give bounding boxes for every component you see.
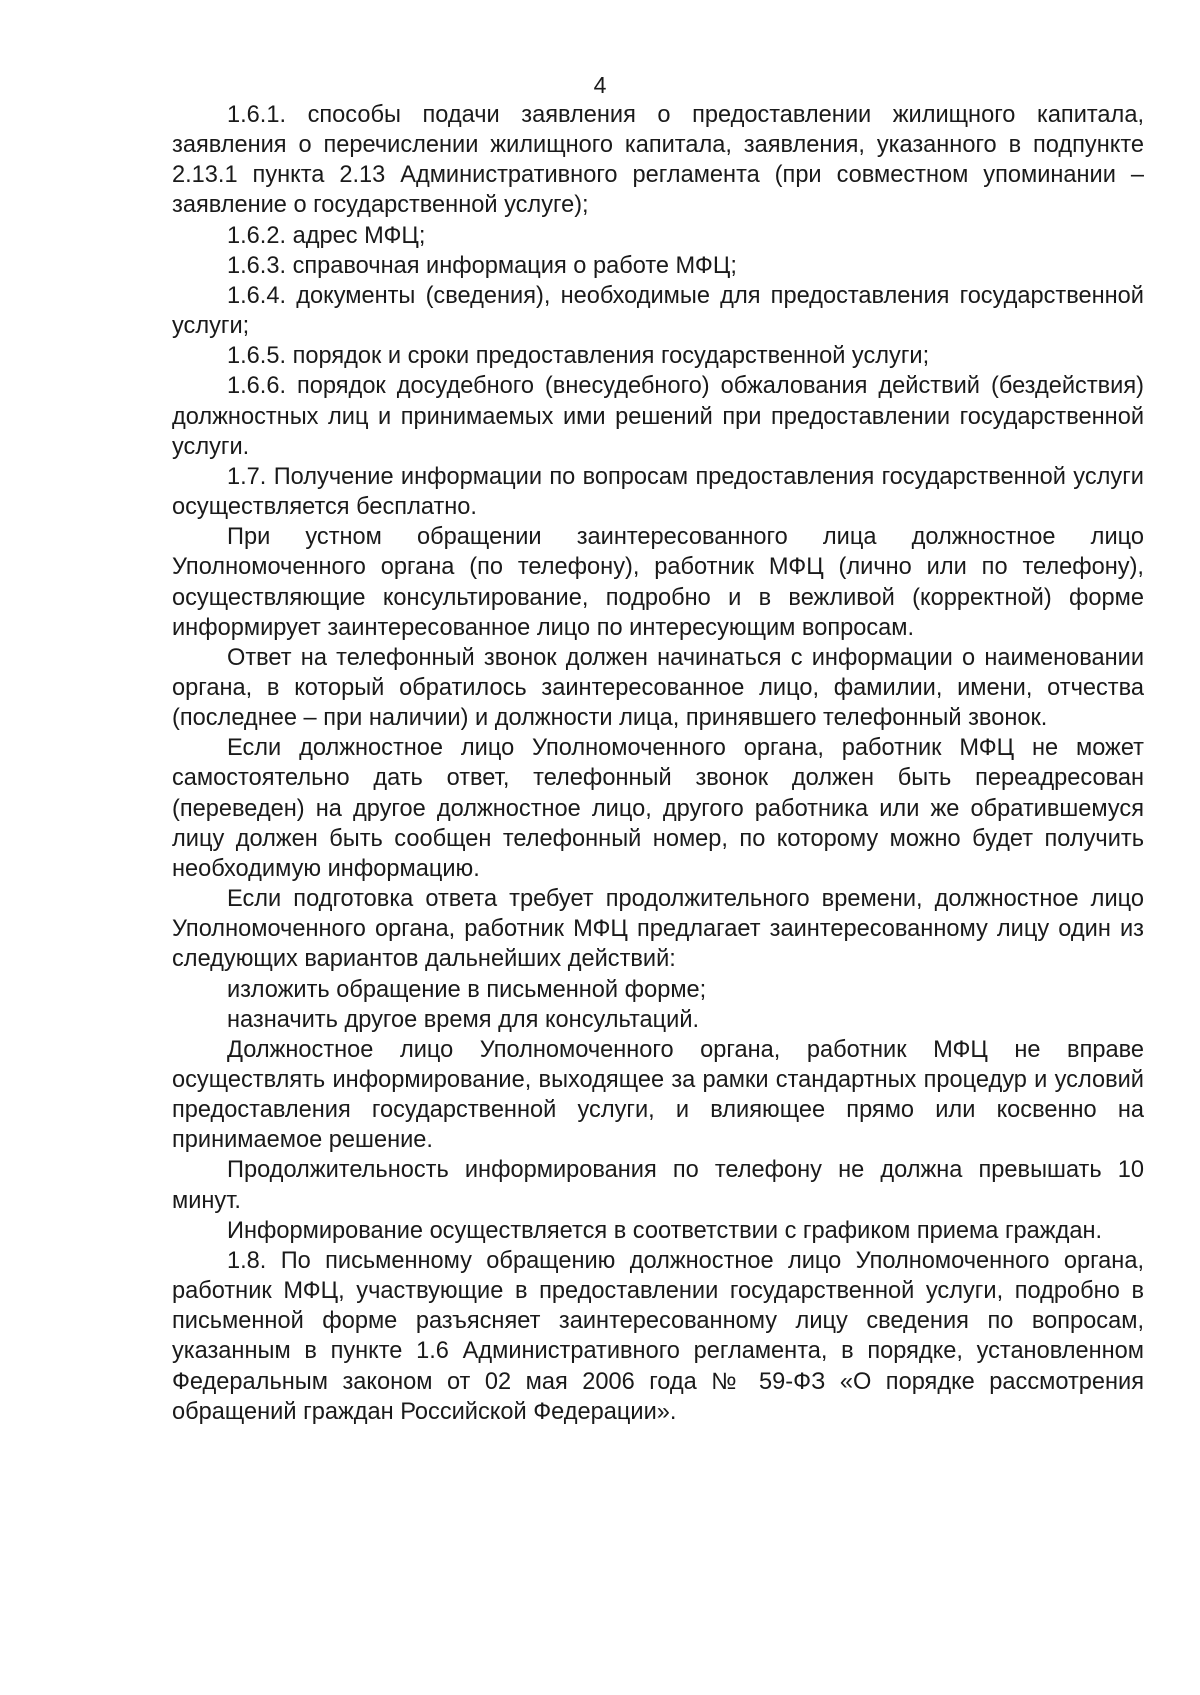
paragraph-limits: Должностное лицо Уполномоченного органа, работник МФЦ не вправе осуществлять информирование, выходящее за рамки стандартных процедур и условий предоставления государственной услуги, и влияющее прямо или косвенно на принимаемое решение.: [172, 1036, 1144, 1154]
paragraph-1-6-1: 1.6.1. способы подачи заявления о предоставлении жилищного капитала, заявления о перечислении жилищного капитала, заявления, указанного в подпункте 2.13.1 пункта 2.13 Административного регламента (при совместном упоминании – заявление о государственной услуге);: [172, 102, 1144, 219]
document-body: [172, 100, 1144, 1427]
page-number: 4: [593, 72, 607, 98]
paragraph-call-redirect: Если должностное лицо Уполномоченного органа, работник МФЦ не может самостоятельно дать ответ, телефонный звонок должен быть переадресован (переведен) на другое должностное лицо, другого работника или же обратившемуся лицу должен быть сообщен телефонный номер, по которому можно будет получить необходимую информацию.: [172, 735, 1144, 882]
paragraph-1-8: 1.8. По письменному обращению должностное лицо Уполномоченного органа, работник МФЦ, участвующие в предоставлении государственной услуги, подробно в письменной форме разъясняет заинтересованному лицу сведения по вопросам, указанным в пункте 1.6 Административного регламента, в порядке, установленном Федеральным законом от 02 мая 2006 года № 59-ФЗ «О порядке рассмотрения обращений граждан Российской Федерации».: [172, 1247, 1144, 1425]
paragraph-long-preparation: Если подготовка ответа требует продолжительного времени, должностное лицо Уполномоченного органа, работник МФЦ предлагает заинтересованному лицу один из следующих вариантов дальнейших действий:: [172, 886, 1144, 973]
paragraph-phone-answer: Ответ на телефонный звонок должен начинаться с информации о наименовании органа, в который обратилось заинтересованное лицо, фамилии, имени, отчества (последнее – при наличии) и должности лица, принявшего телефонный звонок.: [172, 644, 1144, 732]
paragraph-1-6-5: 1.6.5. порядок и сроки предоставления государственной услуги;: [227, 343, 930, 370]
paragraph-1-7: 1.7. Получение информации по вопросам предоставления государственной услуги осуществляется бесплатно.: [172, 463, 1144, 521]
paragraph-1-6-2: 1.6.2. адрес МФЦ;: [227, 222, 426, 249]
paragraph-oral-inquiry: При устном обращении заинтересованного лица должностное лицо Уполномоченного органа (по телефону), работник МФЦ (лично или по телефону), осуществляющие консультирование, подробно и в вежливой (корректной) форме информирует заинтересованное лицо по интересующим вопросам.: [172, 524, 1144, 641]
paragraph-1-6-4: 1.6.4. документы (сведения), необходимые для предоставления государственной услуги;: [172, 282, 1144, 340]
paragraph-schedule: Информирование осуществляется в соответствии с графиком приема граждан.: [227, 1217, 1103, 1244]
paragraph-option-reschedule: назначить другое время для консультаций.: [227, 1006, 700, 1033]
paragraph-1-6-3: 1.6.3. справочная информация о работе МФЦ;: [227, 252, 737, 279]
paragraph-duration: Продолжительность информирования по телефону не должна превышать 10 минут.: [172, 1157, 1144, 1214]
paragraph-option-written: изложить обращение в письменной форме;: [227, 976, 707, 1003]
paragraph-1-6-6: 1.6.6. порядок досудебного (внесудебного) обжалования действий (бездействия) должностных лиц и принимаемых ими решений при предоставлении государственной услуги.: [172, 373, 1144, 460]
